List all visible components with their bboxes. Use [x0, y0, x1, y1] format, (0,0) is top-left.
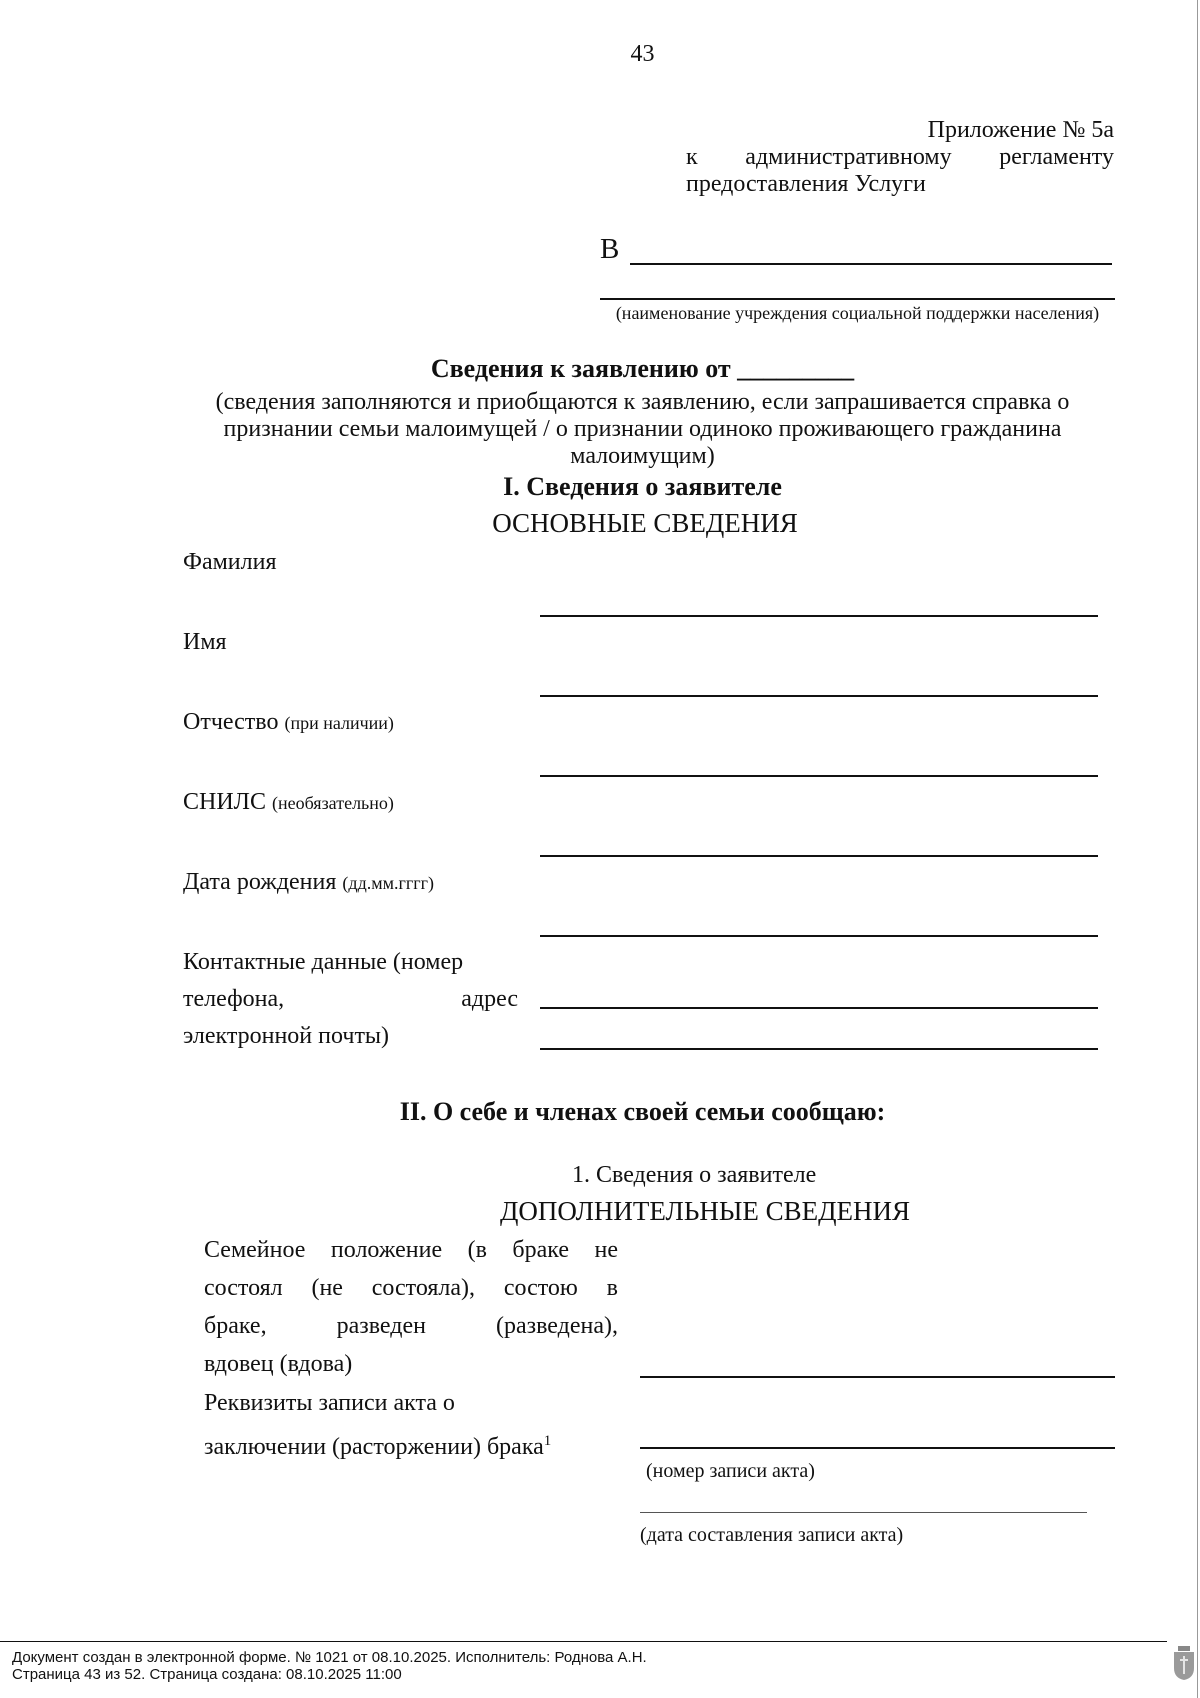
- statement-note-line1: (сведения заполняются и приобщаются к заявлению, если запрашивается справка о: [215, 389, 1070, 415]
- record-line2-text: заключении (расторжении) брака: [204, 1434, 544, 1460]
- patronymic-label: [183, 708, 394, 737]
- contacts-label-line2-word2: адрес: [461, 986, 518, 1012]
- coat-of-arms-icon: [1172, 1646, 1196, 1680]
- section1-subtitle: ОСНОВНЫЕ СВЕДЕНИЯ: [492, 508, 798, 538]
- record-line2: [204, 1427, 551, 1461]
- appendix-line2-word2: административному: [745, 144, 952, 170]
- appendix-title: Приложение № 5а: [927, 117, 1114, 143]
- footer-line1: Документ создан в электронной форме. № 1021 от 08.10.2025. Исполнитель: Роднова А.Н.: [12, 1649, 647, 1666]
- contacts-field-2[interactable]: [540, 1048, 1098, 1050]
- record-date-caption: (дата составления записи акта): [640, 1524, 904, 1546]
- record-number-caption: (номер записи акта): [646, 1460, 815, 1482]
- appendix-line2: [686, 143, 1114, 171]
- appendix-line3: предоставления Услуги: [686, 171, 926, 197]
- subsection-title: 1. Сведения о заявителе: [572, 1162, 817, 1188]
- page-edge: [1197, 0, 1198, 1698]
- surname-label: Фамилия: [183, 549, 277, 575]
- marital-line4: вдовец (вдова): [204, 1351, 353, 1377]
- snils-field[interactable]: [540, 855, 1098, 857]
- appendix-line2-word1: к: [686, 144, 698, 170]
- marital-line3-word1: браке,: [204, 1313, 267, 1339]
- record-line1: Реквизиты записи акта о: [204, 1390, 455, 1416]
- snils-label: [183, 788, 394, 817]
- contacts-label-line3: электронной почты): [183, 1023, 390, 1049]
- record-date-field[interactable]: [640, 1512, 1087, 1513]
- contacts-label-line1: Контактные данные (номер: [183, 949, 464, 975]
- statement-note-line3: малоимущим): [570, 443, 715, 469]
- footer-divider: [0, 1641, 1167, 1642]
- recipient-prefix: В: [600, 233, 620, 265]
- birthdate-label: [183, 868, 434, 897]
- appendix-line2-word3: регламенту: [999, 144, 1114, 170]
- name-field[interactable]: [540, 695, 1098, 697]
- marital-line1: [204, 1236, 618, 1264]
- marital-line3-word3: (разведена),: [495, 1313, 618, 1339]
- birthdate-field[interactable]: [540, 935, 1098, 937]
- recipient-caption: (наименование учреждения социальной поддержки населения): [615, 303, 1100, 323]
- recipient-line-2[interactable]: [600, 298, 1115, 300]
- statement-title: Сведения к заявлению от _________: [430, 354, 855, 383]
- marital-field[interactable]: [640, 1376, 1115, 1378]
- subsection-subtitle: ДОПОЛНИТЕЛЬНЫЕ СВЕДЕНИЯ: [500, 1196, 911, 1226]
- marital-line1-text: Семейное положение (в браке не: [204, 1237, 618, 1263]
- statement-note-line2: признании семьи малоимущей / о признании одиноко проживающего гражданина: [223, 416, 1062, 442]
- patronymic-field[interactable]: [540, 775, 1098, 777]
- section2-title: II. О себе и членах своей семьи сообщаю:: [399, 1097, 886, 1126]
- contacts-field-1[interactable]: [540, 1007, 1098, 1009]
- section1-title: I. Сведения о заявителе: [503, 472, 782, 501]
- marital-line2: [204, 1274, 618, 1302]
- birthdate-label-text: Дата рождения: [183, 869, 337, 895]
- marital-line3: [204, 1312, 618, 1340]
- marital-line3-word2: разведен: [336, 1313, 426, 1339]
- footer-line2: Страница 43 из 52. Страница создана: 08.10.2025 11:00: [12, 1666, 402, 1683]
- patronymic-label-text: Отчество: [183, 709, 279, 735]
- birthdate-note: (дд.мм.гггг): [342, 873, 435, 893]
- contacts-label-line2-word1: телефона,: [183, 986, 285, 1012]
- record-number-field[interactable]: [640, 1447, 1115, 1449]
- recipient-line-1[interactable]: [630, 263, 1112, 265]
- footnote-mark: 1: [543, 1433, 552, 1449]
- patronymic-note: (при наличии): [284, 713, 394, 733]
- contacts-label-line2: [183, 985, 518, 1013]
- snils-label-text: СНИЛС: [183, 789, 266, 815]
- marital-line2-text: состоял (не состояла), состою в: [204, 1275, 618, 1301]
- name-label: Имя: [183, 629, 227, 655]
- page-number: 43: [630, 41, 655, 67]
- surname-field[interactable]: [540, 615, 1098, 617]
- snils-note: (необязательно): [271, 793, 394, 813]
